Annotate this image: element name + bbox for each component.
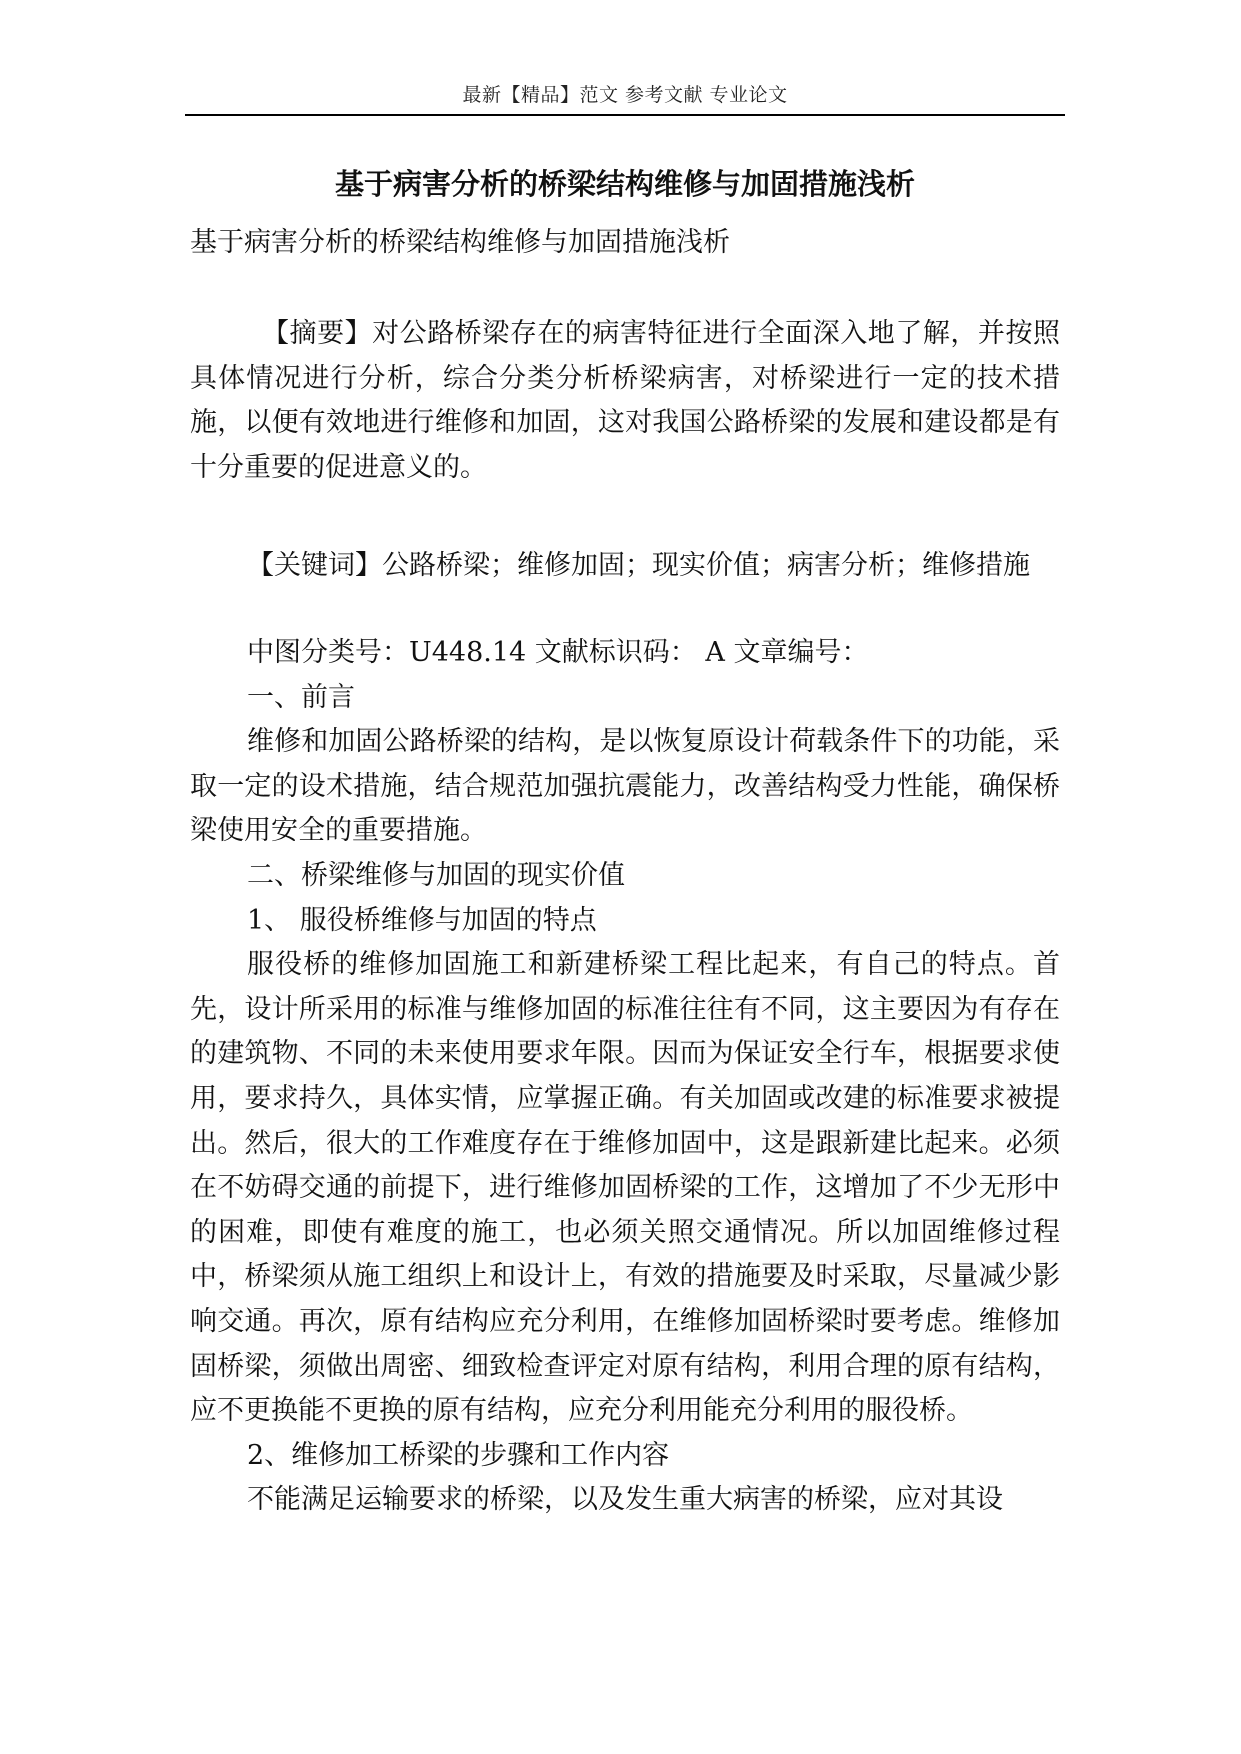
document-title: 基于病害分析的桥梁结构维修与加固措施浅析 bbox=[334, 167, 915, 201]
keywords-paragraph: 【关键词】公路桥梁；维修加固；现实价值；病害分析；维修措施 bbox=[247, 550, 1030, 581]
section-heading-value: 二、桥梁维修与加固的现实价值 bbox=[247, 859, 625, 891]
subsection-heading-steps: 2、维修加工桥梁的步骤和工作内容 bbox=[247, 1439, 670, 1471]
document-subtitle: 基于病害分析的桥梁结构维修与加固措施浅析 bbox=[190, 227, 730, 258]
body-paragraph: 不能满足运输要求的桥梁，以及发生重大病害的桥梁，应对其设 bbox=[247, 1484, 1003, 1516]
body-paragraph: 服役桥的维修加固施工和新建桥梁工程比起来，有自己的特点。首先，设计所采用的标准与维修加固的标准往往有不同，这主要因为有存在的建筑物、不同的未来使用要求年限。因而为保证安全行车，根据要求使用，要求持久，具体实情，应掌握正确。有关加固或改建的标准要求被提出。然后，很大的工作难度存在于维修加固中，这是跟新建比起来。必须在不妨碍交通的前提下，进行维修加固桥梁的工作，这增加了不少无形中的困难，即使有难度的施工，也必须关照交通情况。所以加固维修过程中，桥梁须从施工组织上和设计上，有效的措施要及时采取，尽量减少影响交通。再次，原有结构应充分利用，在维修加固桥梁时要考虑。维修加固桥梁，须做出周密、细致检查评定对原有结构，利用合理的原有结构，应不更换能不更换的原有结构，应充分利用能充分利用的服役桥。 bbox=[190, 949, 1060, 1427]
classification-line: 中图分类号：U448.14 文献标识码： A 文章编号： bbox=[247, 637, 869, 668]
abstract-paragraph: 【摘要】对公路桥梁存在的病害特征进行全面深入地了解，并按照具体情况进行分析，综合分类分析桥梁病害，对桥梁进行一定的技术措施，以便有效地进行维修和加固，这对我国公路桥梁的发展和建设都是有十分重要的促进意义的。 bbox=[190, 318, 1060, 483]
body-paragraph: 维修和加固公路桥梁的结构，是以恢复原设计荷载条件下的功能，采取一定的设术措施，结合规范加强抗震能力，改善结构受力性能，确保桥梁使用安全的重要措施。 bbox=[190, 726, 1060, 847]
header-divider bbox=[185, 114, 1065, 116]
body-text bbox=[190, 631, 1060, 1523]
subsection-heading-features: 1、 服役桥维修与加固的特点 bbox=[247, 904, 597, 936]
section-heading-preface: 一、前言 bbox=[247, 681, 355, 713]
running-header: 最新【精品】范文 参考文献 专业论文 bbox=[462, 84, 788, 106]
